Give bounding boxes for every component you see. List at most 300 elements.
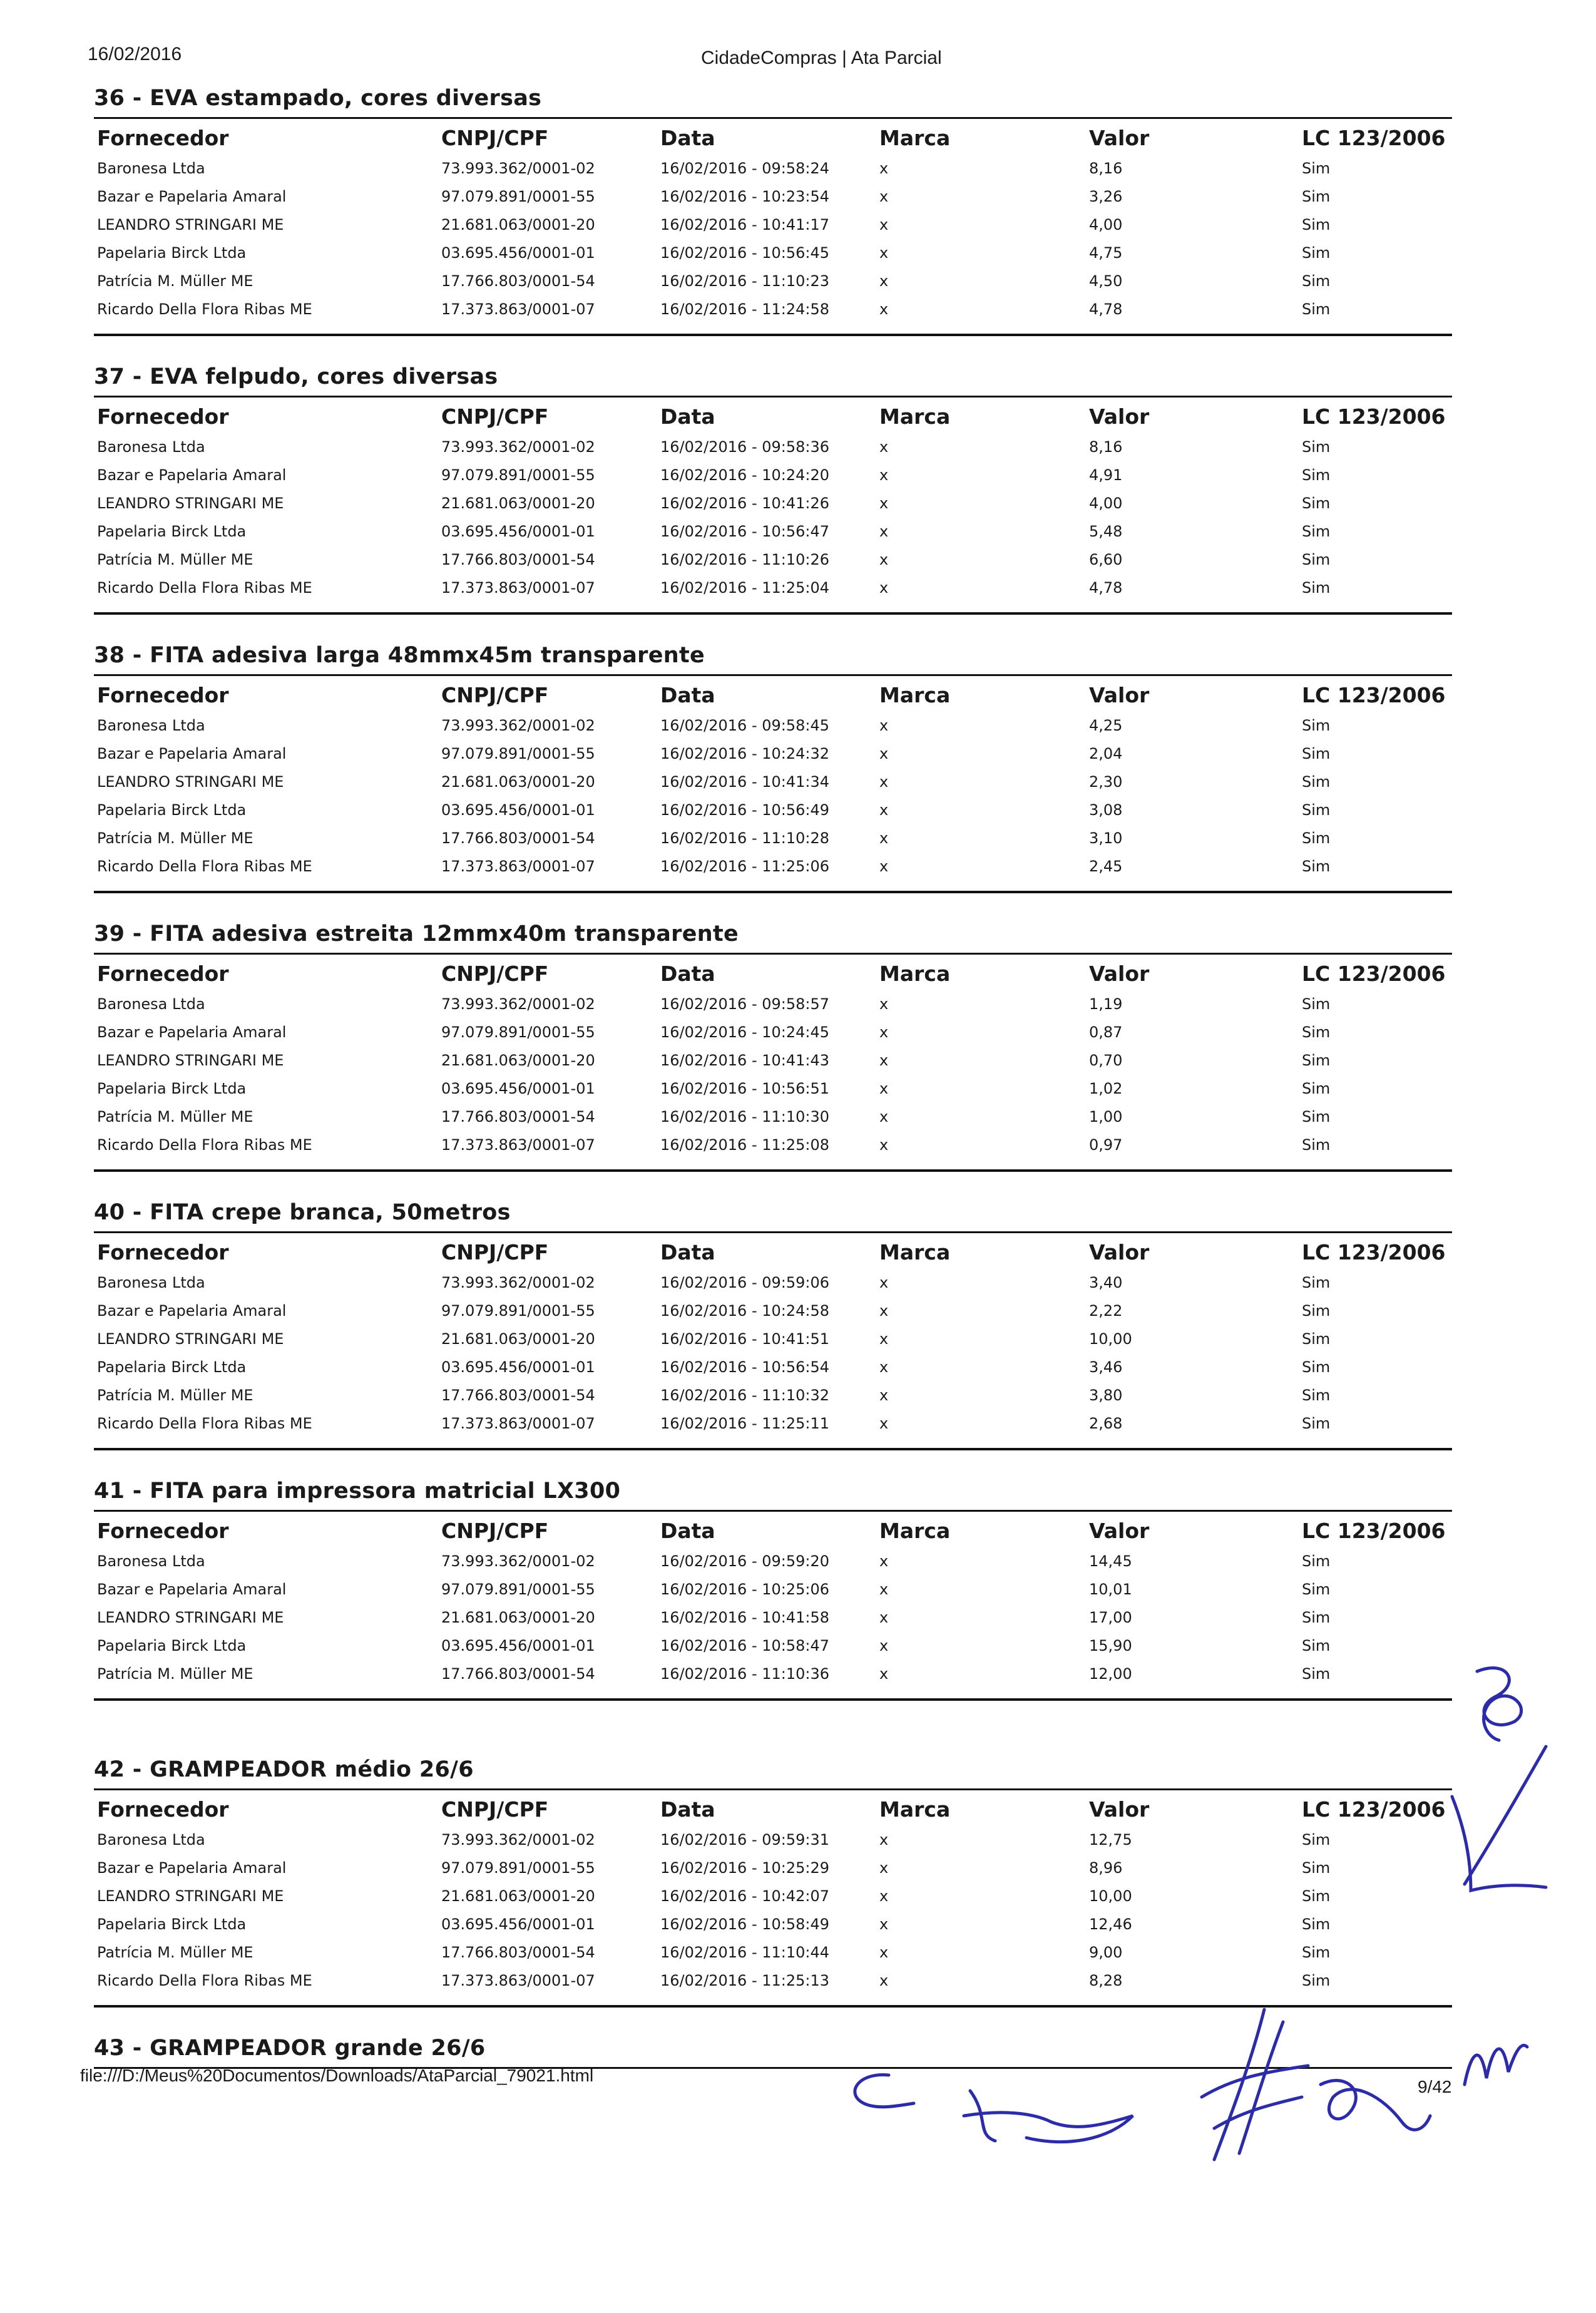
- section-title: 36 - EVA estampado, cores diversas: [94, 86, 542, 111]
- cell-lc: Sim: [1302, 188, 1331, 205]
- section-divider: [94, 117, 1452, 119]
- sections-container: [88, 85, 1452, 2313]
- cell-valor: 9,00: [1089, 1944, 1123, 1961]
- cell-marca: x: [879, 579, 889, 597]
- column-header-valor: Valor: [1089, 1240, 1150, 1264]
- cell-valor: 12,75: [1089, 1831, 1132, 1849]
- column-header-fornecedor: Fornecedor: [97, 962, 229, 986]
- cell-marca: x: [879, 717, 889, 734]
- cell-cnpj: 03.695.456/0001-01: [441, 1080, 595, 1097]
- cell-cnpj: 21.681.063/0001-20: [441, 1052, 595, 1069]
- cell-marca: x: [879, 773, 889, 791]
- cell-lc: Sim: [1302, 1665, 1331, 1683]
- cell-valor: 15,90: [1089, 1637, 1132, 1654]
- cell-data: 16/02/2016 - 10:56:54: [660, 1358, 830, 1376]
- table-row: [88, 1387, 1452, 1415]
- section-title: 42 - GRAMPEADOR médio 26/6: [94, 1757, 474, 1782]
- cell-valor: 4,78: [1089, 579, 1123, 597]
- cell-cnpj: 17.766.803/0001-54: [441, 1944, 595, 1961]
- table-row: [88, 1136, 1452, 1164]
- table-row: [88, 1637, 1452, 1665]
- cell-data: 16/02/2016 - 10:24:58: [660, 1302, 830, 1320]
- bid-rows: [88, 717, 1452, 886]
- table-row: [88, 300, 1452, 329]
- table-row: [88, 1887, 1452, 1916]
- column-header-valor: Valor: [1089, 962, 1150, 986]
- section-divider: [94, 1788, 1452, 1790]
- column-header-lc: LC 123/2006: [1302, 1519, 1446, 1543]
- cell-cnpj: 17.766.803/0001-54: [441, 1387, 595, 1404]
- cell-valor: 10,00: [1089, 1330, 1132, 1348]
- section-39: [88, 920, 1452, 1199]
- column-header-fornecedor: Fornecedor: [97, 404, 229, 429]
- header-date: 16/02/2016: [88, 44, 182, 64]
- cell-cnpj: 73.993.362/0001-02: [441, 438, 595, 456]
- table-row: [88, 1552, 1452, 1581]
- cell-cnpj: 73.993.362/0001-02: [441, 717, 595, 734]
- cell-marca: x: [879, 1302, 889, 1320]
- signature-initials-m: [1458, 2028, 1533, 2097]
- section-divider: [94, 674, 1452, 676]
- cell-marca: x: [879, 551, 889, 568]
- cell-cnpj: 73.993.362/0001-02: [441, 1274, 595, 1291]
- cell-cnpj: 17.766.803/0001-54: [441, 551, 595, 568]
- column-header-data: Data: [660, 404, 715, 429]
- cell-valor: 10,01: [1089, 1581, 1132, 1598]
- signature-bottom-3: [1177, 2003, 1314, 2166]
- cell-lc: Sim: [1302, 1637, 1331, 1654]
- cell-valor: 8,96: [1089, 1859, 1123, 1877]
- cell-marca: x: [879, 300, 889, 318]
- column-header-marca: Marca: [879, 126, 951, 150]
- cell-cnpj: 21.681.063/0001-20: [441, 495, 595, 512]
- column-header-cnpj: CNPJ/CPF: [441, 1240, 549, 1264]
- cell-cnpj: 97.079.891/0001-55: [441, 745, 595, 762]
- table-row: [88, 1358, 1452, 1387]
- cell-fornecedor: Ricardo Della Flora Ribas ME: [97, 1972, 312, 1989]
- cell-marca: x: [879, 272, 889, 290]
- cell-marca: x: [879, 160, 889, 177]
- cell-lc: Sim: [1302, 1330, 1331, 1348]
- cell-data: 16/02/2016 - 11:10:32: [660, 1387, 830, 1404]
- table-row: [88, 466, 1452, 495]
- cell-fornecedor: Ricardo Della Flora Ribas ME: [97, 1136, 312, 1154]
- cell-valor: 4,00: [1089, 216, 1123, 233]
- cell-lc: Sim: [1302, 801, 1331, 819]
- table-row: [88, 1330, 1452, 1358]
- cell-valor: 2,04: [1089, 745, 1123, 762]
- cell-fornecedor: Baronesa Ltda: [97, 995, 205, 1013]
- cell-valor: 1,00: [1089, 1108, 1123, 1126]
- cell-lc: Sim: [1302, 1831, 1331, 1849]
- cell-marca: x: [879, 995, 889, 1013]
- cell-lc: Sim: [1302, 1108, 1331, 1126]
- cell-data: 16/02/2016 - 09:58:57: [660, 995, 830, 1013]
- cell-lc: Sim: [1302, 773, 1331, 791]
- cell-marca: x: [879, 495, 889, 512]
- column-header-cnpj: CNPJ/CPF: [441, 683, 549, 707]
- cell-cnpj: 97.079.891/0001-55: [441, 1859, 595, 1877]
- cell-valor: 3,80: [1089, 1387, 1123, 1404]
- cell-marca: x: [879, 1387, 889, 1404]
- cell-valor: 4,78: [1089, 300, 1123, 318]
- cell-valor: 1,19: [1089, 995, 1123, 1013]
- cell-data: 16/02/2016 - 10:56:45: [660, 244, 830, 262]
- column-header-fornecedor: Fornecedor: [97, 1519, 229, 1543]
- cell-marca: x: [879, 1972, 889, 1989]
- section-bottom-rule: [94, 1448, 1452, 1450]
- table-row: [88, 829, 1452, 858]
- cell-valor: 3,08: [1089, 801, 1123, 819]
- bid-rows: [88, 995, 1452, 1164]
- cell-lc: Sim: [1302, 272, 1331, 290]
- cell-data: 16/02/2016 - 09:59:31: [660, 1831, 830, 1849]
- table-row: [88, 272, 1452, 300]
- cell-fornecedor: Baronesa Ltda: [97, 1831, 205, 1849]
- cell-fornecedor: Ricardo Della Flora Ribas ME: [97, 300, 312, 318]
- cell-data: 16/02/2016 - 10:25:29: [660, 1859, 830, 1877]
- table-row: [88, 579, 1452, 607]
- column-header-data: Data: [660, 126, 715, 150]
- column-header-fornecedor: Fornecedor: [97, 683, 229, 707]
- signature-checkmark-right: [1427, 1740, 1552, 1903]
- cell-fornecedor: Baronesa Ltda: [97, 1274, 205, 1291]
- cell-marca: x: [879, 1052, 889, 1069]
- bid-rows: [88, 1274, 1452, 1443]
- cell-lc: Sim: [1302, 244, 1331, 262]
- cell-marca: x: [879, 1330, 889, 1348]
- cell-valor: 17,00: [1089, 1609, 1132, 1626]
- table-row: [88, 717, 1452, 745]
- cell-fornecedor: Ricardo Della Flora Ribas ME: [97, 858, 312, 875]
- cell-valor: 0,70: [1089, 1052, 1123, 1069]
- cell-cnpj: 03.695.456/0001-01: [441, 1358, 595, 1376]
- cell-lc: Sim: [1302, 858, 1331, 875]
- cell-data: 16/02/2016 - 10:56:51: [660, 1080, 830, 1097]
- cell-fornecedor: Bazar e Papelaria Amaral: [97, 1302, 287, 1320]
- cell-cnpj: 97.079.891/0001-55: [441, 188, 595, 205]
- cell-valor: 5,48: [1089, 523, 1123, 540]
- column-header-fornecedor: Fornecedor: [97, 126, 229, 150]
- section-title: 39 - FITA adesiva estreita 12mmx40m transparente: [94, 921, 739, 946]
- table-row: [88, 1080, 1452, 1108]
- cell-cnpj: 17.373.863/0001-07: [441, 300, 595, 318]
- table-row: [88, 1581, 1452, 1609]
- bid-rows: [88, 160, 1452, 329]
- cell-lc: Sim: [1302, 1972, 1331, 1989]
- column-header-lc: LC 123/2006: [1302, 1797, 1446, 1822]
- cell-data: 16/02/2016 - 10:58:49: [660, 1916, 830, 1933]
- cell-fornecedor: Ricardo Della Flora Ribas ME: [97, 1415, 312, 1432]
- cell-cnpj: 17.373.863/0001-07: [441, 1136, 595, 1154]
- table-row: [88, 1415, 1452, 1443]
- cell-fornecedor: Papelaria Birck Ltda: [97, 244, 247, 262]
- table-row: [88, 495, 1452, 523]
- cell-lc: Sim: [1302, 216, 1331, 233]
- cell-data: 16/02/2016 - 10:56:49: [660, 801, 830, 819]
- cell-fornecedor: LEANDRO STRINGARI ME: [97, 1609, 284, 1626]
- cell-lc: Sim: [1302, 1916, 1331, 1933]
- cell-data: 16/02/2016 - 11:25:06: [660, 858, 830, 875]
- section-38: [88, 642, 1452, 920]
- section-divider: [94, 953, 1452, 955]
- cell-marca: x: [879, 1080, 889, 1097]
- cell-cnpj: 21.681.063/0001-20: [441, 1887, 595, 1905]
- cell-cnpj: 17.373.863/0001-07: [441, 1415, 595, 1432]
- table-row: [88, 160, 1452, 188]
- bid-rows: [88, 1552, 1452, 1693]
- cell-fornecedor: Papelaria Birck Ltda: [97, 523, 247, 540]
- cell-fornecedor: LEANDRO STRINGARI ME: [97, 495, 284, 512]
- cell-data: 16/02/2016 - 10:25:06: [660, 1581, 830, 1598]
- cell-lc: Sim: [1302, 1609, 1331, 1626]
- cell-cnpj: 97.079.891/0001-55: [441, 466, 595, 484]
- cell-data: 16/02/2016 - 11:10:30: [660, 1108, 830, 1126]
- cell-cnpj: 73.993.362/0001-02: [441, 160, 595, 177]
- section-bottom-rule: [94, 891, 1452, 893]
- cell-lc: Sim: [1302, 438, 1331, 456]
- cell-fornecedor: Papelaria Birck Ltda: [97, 1916, 247, 1933]
- cell-cnpj: 97.079.891/0001-55: [441, 1581, 595, 1598]
- cell-valor: 2,22: [1089, 1302, 1123, 1320]
- cell-lc: Sim: [1302, 1023, 1331, 1041]
- column-header-cnpj: CNPJ/CPF: [441, 126, 549, 150]
- cell-data: 16/02/2016 - 09:58:45: [660, 717, 830, 734]
- section-41: [88, 1477, 1452, 1756]
- cell-fornecedor: Bazar e Papelaria Amaral: [97, 1859, 287, 1877]
- cell-fornecedor: Baronesa Ltda: [97, 1552, 205, 1570]
- signature-bottom-2: [951, 2078, 1158, 2153]
- cell-marca: x: [879, 1944, 889, 1961]
- cell-lc: Sim: [1302, 1052, 1331, 1069]
- cell-fornecedor: Baronesa Ltda: [97, 160, 205, 177]
- column-header-data: Data: [660, 1797, 715, 1822]
- column-header-valor: Valor: [1089, 404, 1150, 429]
- cell-valor: 3,40: [1089, 1274, 1123, 1291]
- section-divider: [94, 1510, 1452, 1512]
- cell-marca: x: [879, 1916, 889, 1933]
- column-header-cnpj: CNPJ/CPF: [441, 1797, 549, 1822]
- cell-lc: Sim: [1302, 1387, 1331, 1404]
- cell-lc: Sim: [1302, 829, 1331, 847]
- bid-rows: [88, 438, 1452, 607]
- cell-marca: x: [879, 1274, 889, 1291]
- cell-marca: x: [879, 1609, 889, 1626]
- cell-fornecedor: Bazar e Papelaria Amaral: [97, 188, 287, 205]
- cell-cnpj: 17.373.863/0001-07: [441, 579, 595, 597]
- column-header-lc: LC 123/2006: [1302, 126, 1446, 150]
- table-row: [88, 1972, 1452, 2000]
- cell-data: 16/02/2016 - 10:41:17: [660, 216, 830, 233]
- cell-data: 16/02/2016 - 09:58:36: [660, 438, 830, 456]
- cell-data: 16/02/2016 - 11:24:58: [660, 300, 830, 318]
- section-40: [88, 1199, 1452, 1477]
- cell-lc: Sim: [1302, 1859, 1331, 1877]
- cell-lc: Sim: [1302, 300, 1331, 318]
- signature-bottom-1: [839, 2066, 926, 2116]
- cell-valor: 8,16: [1089, 160, 1123, 177]
- table-row: [88, 216, 1452, 244]
- section-bottom-rule: [94, 1698, 1452, 1701]
- section-36: [88, 85, 1452, 363]
- cell-lc: Sim: [1302, 1944, 1331, 1961]
- cell-fornecedor: Ricardo Della Flora Ribas ME: [97, 579, 312, 597]
- cell-marca: x: [879, 1831, 889, 1849]
- cell-marca: x: [879, 858, 889, 875]
- cell-data: 16/02/2016 - 10:42:07: [660, 1887, 830, 1905]
- cell-cnpj: 03.695.456/0001-01: [441, 801, 595, 819]
- column-header-lc: LC 123/2006: [1302, 404, 1446, 429]
- section-bottom-rule: [94, 612, 1452, 615]
- section-37: [88, 363, 1452, 642]
- cell-lc: Sim: [1302, 995, 1331, 1013]
- cell-valor: 3,26: [1089, 188, 1123, 205]
- section-divider: [94, 1231, 1452, 1233]
- column-header-valor: Valor: [1089, 1797, 1150, 1822]
- cell-data: 16/02/2016 - 10:58:47: [660, 1637, 830, 1654]
- cell-data: 16/02/2016 - 11:25:08: [660, 1136, 830, 1154]
- cell-marca: x: [879, 438, 889, 456]
- cell-lc: Sim: [1302, 1080, 1331, 1097]
- section-bottom-rule: [94, 334, 1452, 336]
- column-header-data: Data: [660, 1240, 715, 1264]
- cell-cnpj: 03.695.456/0001-01: [441, 1637, 595, 1654]
- cell-data: 16/02/2016 - 10:41:58: [660, 1609, 830, 1626]
- cell-data: 16/02/2016 - 11:25:13: [660, 1972, 830, 1989]
- cell-data: 16/02/2016 - 09:59:06: [660, 1274, 830, 1291]
- cell-lc: Sim: [1302, 551, 1331, 568]
- column-header-valor: Valor: [1089, 683, 1150, 707]
- cell-lc: Sim: [1302, 579, 1331, 597]
- bid-rows: [88, 1831, 1452, 2000]
- page-header: [0, 0, 1596, 81]
- section-title: 43 - GRAMPEADOR grande 26/6: [94, 2036, 486, 2061]
- column-header-lc: LC 123/2006: [1302, 683, 1446, 707]
- cell-data: 16/02/2016 - 10:24:45: [660, 1023, 830, 1041]
- table-row: [88, 745, 1452, 773]
- table-row: [88, 438, 1452, 466]
- cell-fornecedor: Papelaria Birck Ltda: [97, 801, 247, 819]
- cell-valor: 2,68: [1089, 1415, 1123, 1432]
- cell-valor: 8,28: [1089, 1972, 1123, 1989]
- cell-fornecedor: Bazar e Papelaria Amaral: [97, 466, 287, 484]
- cell-cnpj: 21.681.063/0001-20: [441, 216, 595, 233]
- cell-marca: x: [879, 1552, 889, 1570]
- cell-cnpj: 73.993.362/0001-02: [441, 1552, 595, 1570]
- table-row: [88, 1274, 1452, 1302]
- cell-marca: x: [879, 1859, 889, 1877]
- cell-marca: x: [879, 1665, 889, 1683]
- cell-data: 16/02/2016 - 10:41:26: [660, 495, 830, 512]
- table-row: [88, 1609, 1452, 1637]
- cell-marca: x: [879, 1581, 889, 1598]
- cell-lc: Sim: [1302, 1302, 1331, 1320]
- cell-lc: Sim: [1302, 1887, 1331, 1905]
- cell-data: 16/02/2016 - 10:41:43: [660, 1052, 830, 1069]
- cell-fornecedor: Papelaria Birck Ltda: [97, 1637, 247, 1654]
- cell-marca: x: [879, 745, 889, 762]
- table-row: [88, 801, 1452, 829]
- cell-fornecedor: Papelaria Birck Ltda: [97, 1080, 247, 1097]
- cell-cnpj: 73.993.362/0001-02: [441, 1831, 595, 1849]
- column-header-valor: Valor: [1089, 126, 1150, 150]
- cell-fornecedor: Patrícia M. Müller ME: [97, 829, 253, 847]
- cell-fornecedor: LEANDRO STRINGARI ME: [97, 773, 284, 791]
- cell-valor: 3,46: [1089, 1358, 1123, 1376]
- cell-cnpj: 03.695.456/0001-01: [441, 523, 595, 540]
- cell-data: 16/02/2016 - 11:10:26: [660, 551, 830, 568]
- cell-valor: 8,16: [1089, 438, 1123, 456]
- signature-bottom-4: [1308, 2059, 1433, 2147]
- column-header-marca: Marca: [879, 962, 951, 986]
- cell-fornecedor: Patrícia M. Müller ME: [97, 551, 253, 568]
- cell-lc: Sim: [1302, 1552, 1331, 1570]
- table-row: [88, 188, 1452, 216]
- footer-url: file:///D:/Meus%20Documentos/Downloads/AtaParcial_79021.html: [80, 2066, 594, 2085]
- column-header-lc: LC 123/2006: [1302, 1240, 1446, 1264]
- cell-marca: x: [879, 188, 889, 205]
- table-row: [88, 858, 1452, 886]
- cell-data: 16/02/2016 - 10:56:47: [660, 523, 830, 540]
- cell-lc: Sim: [1302, 1136, 1331, 1154]
- header-title: CidadeCompras | Ata Parcial: [701, 48, 942, 68]
- column-header-marca: Marca: [879, 404, 951, 429]
- cell-marca: x: [879, 1637, 889, 1654]
- table-row: [88, 995, 1452, 1023]
- section-title: 37 - EVA felpudo, cores diversas: [94, 364, 498, 389]
- column-header-cnpj: CNPJ/CPF: [441, 962, 549, 986]
- cell-valor: 12,46: [1089, 1916, 1132, 1933]
- section-42: [88, 1756, 1452, 2034]
- column-header-marca: Marca: [879, 1797, 951, 1822]
- column-header-valor: Valor: [1089, 1519, 1150, 1543]
- cell-lc: Sim: [1302, 466, 1331, 484]
- table-row: [88, 1052, 1452, 1080]
- cell-marca: x: [879, 829, 889, 847]
- cell-lc: Sim: [1302, 523, 1331, 540]
- cell-fornecedor: Bazar e Papelaria Amaral: [97, 1023, 287, 1041]
- cell-marca: x: [879, 216, 889, 233]
- cell-marca: x: [879, 801, 889, 819]
- column-header-data: Data: [660, 1519, 715, 1543]
- table-row: [88, 1859, 1452, 1887]
- cell-data: 16/02/2016 - 10:41:51: [660, 1330, 830, 1348]
- table-row: [88, 1916, 1452, 1944]
- cell-cnpj: 97.079.891/0001-55: [441, 1302, 595, 1320]
- cell-valor: 4,25: [1089, 717, 1123, 734]
- cell-valor: 14,45: [1089, 1552, 1132, 1570]
- cell-cnpj: 17.766.803/0001-54: [441, 272, 595, 290]
- table-row: [88, 244, 1452, 272]
- cell-valor: 10,00: [1089, 1887, 1132, 1905]
- cell-data: 16/02/2016 - 09:59:20: [660, 1552, 830, 1570]
- cell-fornecedor: LEANDRO STRINGARI ME: [97, 1887, 284, 1905]
- cell-data: 16/02/2016 - 11:10:28: [660, 829, 830, 847]
- section-divider: [94, 396, 1452, 397]
- column-header-fornecedor: Fornecedor: [97, 1240, 229, 1264]
- table-row: [88, 1108, 1452, 1136]
- column-header-marca: Marca: [879, 1240, 951, 1264]
- cell-lc: Sim: [1302, 160, 1331, 177]
- cell-valor: 0,97: [1089, 1136, 1123, 1154]
- section-bottom-rule: [94, 1169, 1452, 1172]
- table-row: [88, 1944, 1452, 1972]
- cell-valor: 4,50: [1089, 272, 1123, 290]
- cell-fornecedor: Patrícia M. Müller ME: [97, 272, 253, 290]
- cell-valor: 4,91: [1089, 466, 1123, 484]
- cell-fornecedor: Patrícia M. Müller ME: [97, 1944, 253, 1961]
- cell-marca: x: [879, 523, 889, 540]
